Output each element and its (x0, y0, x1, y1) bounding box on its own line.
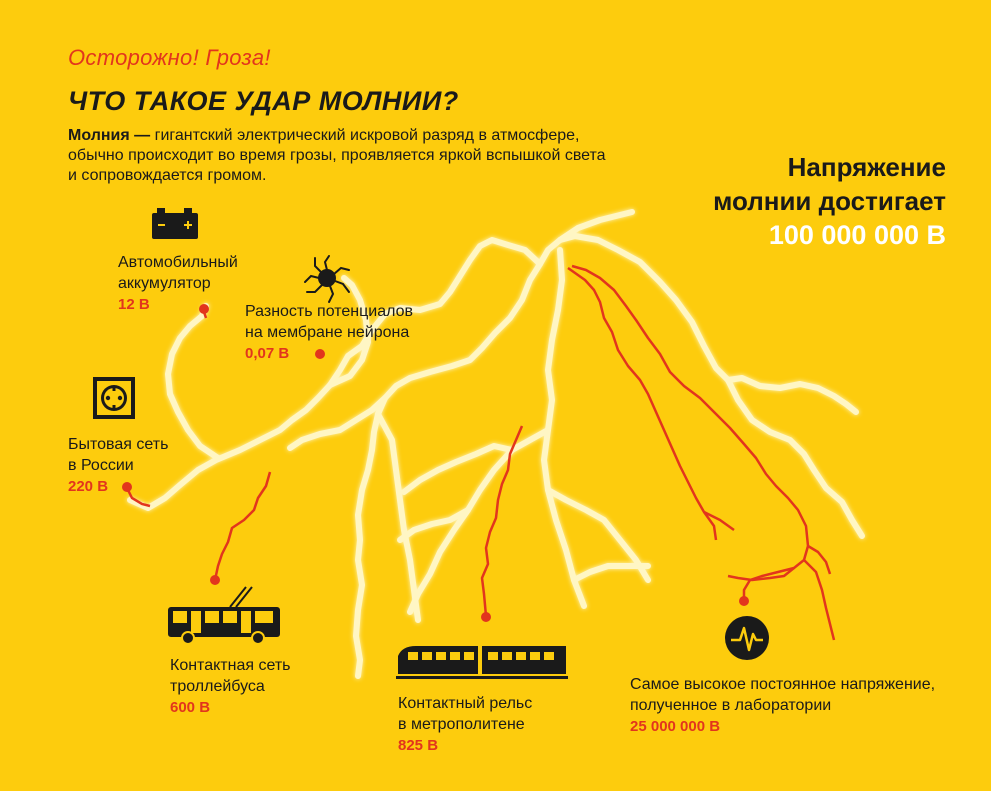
label-neuron-line2: на мембране нейрона (245, 324, 410, 341)
intro-line-3: и сопровождается громом. (68, 167, 267, 184)
label-household-grid (68, 434, 168, 497)
label-household-grid-value: 220 В (68, 478, 109, 495)
metro-train-icon (396, 646, 568, 679)
label-lab-voltage (630, 674, 935, 737)
headline-block (713, 150, 946, 252)
label-metro (398, 693, 532, 756)
label-neuron-line1: Разность потенциалов (245, 303, 414, 320)
marker-825v (481, 612, 491, 622)
marker-600v (210, 575, 220, 585)
label-trolleybus-line2: троллейбуса (170, 678, 265, 695)
marker-25mv (739, 596, 749, 606)
white-lightning-bolt (130, 212, 862, 676)
label-metro-line2: в метрополитене (398, 716, 525, 733)
label-neuron (245, 301, 413, 364)
headline-line-1: Напряжение (787, 152, 946, 182)
intro-paragraph (68, 126, 668, 186)
label-lab-voltage-value: 25 000 000 В (630, 718, 721, 735)
power-socket-icon (93, 377, 135, 419)
voltage-pulse-icon (725, 616, 769, 660)
page-title: ЧТО ТАКОЕ УДАР МОЛНИИ? (68, 86, 459, 116)
intro-term: Молния — (68, 127, 151, 144)
label-car-battery-value: 12 В (118, 296, 150, 313)
car-battery-icon (152, 208, 198, 239)
intro-line-2: обычно происходит во время грозы, проявляется яркой вспышкой света (68, 147, 606, 164)
label-metro-value: 825 В (398, 737, 439, 754)
headline-value: 100 000 000 В (768, 220, 946, 250)
red-branch-25mv (568, 266, 834, 640)
intro-line-1: гигантский электрический искровой разряд в атмосфере, (150, 127, 580, 144)
label-lab-voltage-line1: Самое высокое постоянное напряжение, (630, 676, 936, 693)
trolleybus-icon (168, 587, 280, 644)
label-household-grid-line2: в России (68, 457, 134, 474)
headline-line-2: молнии достигает (713, 186, 946, 216)
label-trolleybus-value: 600 В (170, 699, 211, 716)
red-branch-600v (215, 472, 270, 580)
label-neuron-value: 0,07 В (245, 345, 290, 362)
label-car-battery (118, 252, 238, 315)
label-lab-voltage-line2: полученное в лаборатории (630, 697, 832, 714)
label-household-grid-line1: Бытовая сеть (68, 436, 169, 453)
label-trolleybus-line1: Контактная сеть (170, 657, 291, 674)
label-metro-line1: Контактный рельс (398, 695, 533, 712)
label-trolleybus (170, 655, 290, 718)
red-branch-825v (482, 426, 522, 616)
label-car-battery-line2: аккумулятор (118, 275, 211, 292)
page-subtitle: Осторожно! Гроза! (68, 45, 271, 70)
label-car-battery-line1: Автомобильный (118, 254, 238, 271)
